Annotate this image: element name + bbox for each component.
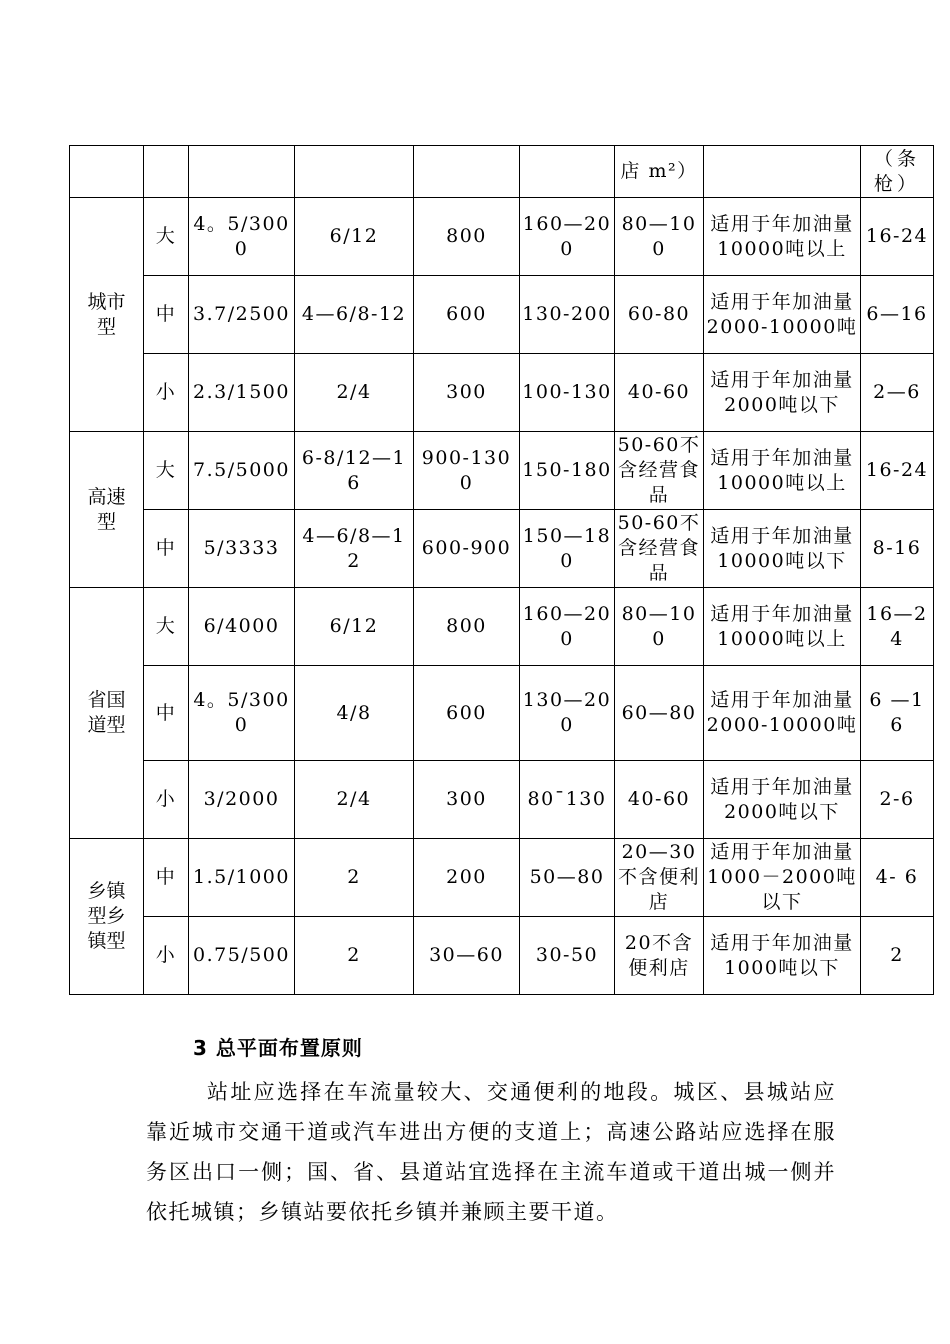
table-cell: 适用于年加油量10000吨以上 bbox=[704, 588, 861, 666]
table-row bbox=[70, 198, 934, 276]
table-row bbox=[70, 432, 934, 510]
table-cell: 600 bbox=[414, 666, 520, 761]
station-size-table bbox=[69, 145, 934, 995]
table-cell: 中 bbox=[144, 666, 189, 761]
table-cell: 6/4000 bbox=[189, 588, 295, 666]
table-cell: 20不含便利店 bbox=[615, 917, 704, 995]
section-heading: 3 总平面布置原则 bbox=[193, 1036, 363, 1060]
table-cell: 2 bbox=[295, 917, 414, 995]
table-cell: 30-50 bbox=[520, 917, 615, 995]
group-label-cell: 高速型 bbox=[70, 432, 144, 588]
table-cell: 4- 6 bbox=[861, 839, 934, 917]
table-cell: 80—100 bbox=[615, 198, 704, 276]
table-cell: 200 bbox=[414, 839, 520, 917]
table-cell: 4—6/8—12 bbox=[295, 510, 414, 588]
table-cell: 适用于年加油量2000-10000吨 bbox=[704, 666, 861, 761]
table-row bbox=[70, 588, 934, 666]
table-cell: 8-16 bbox=[861, 510, 934, 588]
table-cell: 适用于年加油量2000-10000吨 bbox=[704, 276, 861, 354]
table-cell: 小 bbox=[144, 917, 189, 995]
table-cell: 适用于年加油量10000吨以下 bbox=[704, 510, 861, 588]
table-cell: 适用于年加油量2000吨以下 bbox=[704, 354, 861, 432]
table-cell: 50—80 bbox=[520, 839, 615, 917]
table-cell: 0.75/500 bbox=[189, 917, 295, 995]
table-cell: 2/4 bbox=[295, 761, 414, 839]
header-cell bbox=[414, 146, 520, 198]
table-cell: 适用于年加油量2000吨以下 bbox=[704, 761, 861, 839]
table-cell: 130-200 bbox=[520, 276, 615, 354]
table-cell: 5/3333 bbox=[189, 510, 295, 588]
table-cell: 40-60 bbox=[615, 761, 704, 839]
table-cell: 60—80 bbox=[615, 666, 704, 761]
table-cell: 2—6 bbox=[861, 354, 934, 432]
table-cell: 4。5/3000 bbox=[189, 198, 295, 276]
table-cell: 300 bbox=[414, 354, 520, 432]
table-cell: 2.3/1500 bbox=[189, 354, 295, 432]
table-cell: 小 bbox=[144, 761, 189, 839]
table-cell: 适用于年加油量10000吨以上 bbox=[704, 432, 861, 510]
table-cell: 300 bbox=[414, 761, 520, 839]
table-cell: 2 bbox=[861, 917, 934, 995]
table-cell: 50-60不含经营食品 bbox=[615, 432, 704, 510]
table-cell: 160—200 bbox=[520, 198, 615, 276]
table-row bbox=[70, 510, 934, 588]
header-cell bbox=[144, 146, 189, 198]
table-cell: 80¯130 bbox=[520, 761, 615, 839]
table-cell: 800 bbox=[414, 198, 520, 276]
table-row bbox=[70, 761, 934, 839]
table-cell: 2 bbox=[295, 839, 414, 917]
table-cell: 800 bbox=[414, 588, 520, 666]
table-cell: 60-80 bbox=[615, 276, 704, 354]
table-cell: 50-60不含经营食品 bbox=[615, 510, 704, 588]
table-cell: 4。5/3000 bbox=[189, 666, 295, 761]
table-cell: 大 bbox=[144, 588, 189, 666]
header-cell bbox=[704, 146, 861, 198]
table-cell: 6 —16 bbox=[861, 666, 934, 761]
table-cell: 16-24 bbox=[861, 432, 934, 510]
table-cell: 20—30不含便利店 bbox=[615, 839, 704, 917]
header-cell bbox=[70, 146, 144, 198]
table-cell: 30—60 bbox=[414, 917, 520, 995]
table-cell: 600 bbox=[414, 276, 520, 354]
table-cell: 中 bbox=[144, 839, 189, 917]
table-cell: 6/12 bbox=[295, 198, 414, 276]
table-cell: 900-1300 bbox=[414, 432, 520, 510]
table-cell: 大 bbox=[144, 198, 189, 276]
table-cell: 16-24 bbox=[861, 198, 934, 276]
table-cell: 7.5/5000 bbox=[189, 432, 295, 510]
table-row bbox=[70, 917, 934, 995]
table-cell: 6/12 bbox=[295, 588, 414, 666]
group-label-cell: 乡镇型乡镇型 bbox=[70, 839, 144, 995]
table-cell: 6-8/12—16 bbox=[295, 432, 414, 510]
table-cell: 3.7/2500 bbox=[189, 276, 295, 354]
table-cell: 1.5/1000 bbox=[189, 839, 295, 917]
header-cell bbox=[520, 146, 615, 198]
header-cell: （条枪） bbox=[861, 146, 934, 198]
group-label-cell: 省国道型 bbox=[70, 588, 144, 839]
table-cell: 160—200 bbox=[520, 588, 615, 666]
table-cell: 150—180 bbox=[520, 510, 615, 588]
section-paragraph: 站址应选择在车流量较大、交通便利的地段。城区、县城站应靠近城市交通干道或汽车进出方便的支道上；高速公路站应选择在服务区出口一侧；国、省、县道站宜选择在主流车道或干道出城一侧并依托城镇；乡镇站要依托乡镇并兼顾主要干道。 bbox=[146, 1080, 836, 1224]
table-cell: 100-130 bbox=[520, 354, 615, 432]
table-cell: 150-180 bbox=[520, 432, 615, 510]
table-cell: 中 bbox=[144, 276, 189, 354]
table-cell: 适用于年加油量10000吨以上 bbox=[704, 198, 861, 276]
table-cell: 小 bbox=[144, 354, 189, 432]
table-cell: 130—200 bbox=[520, 666, 615, 761]
table-cell: 6—16 bbox=[861, 276, 934, 354]
table-row bbox=[70, 666, 934, 761]
header-cell bbox=[189, 146, 295, 198]
table-cell: 中 bbox=[144, 510, 189, 588]
table-cell: 600-900 bbox=[414, 510, 520, 588]
table-row bbox=[70, 839, 934, 917]
table-cell: 16—24 bbox=[861, 588, 934, 666]
table-cell: 大 bbox=[144, 432, 189, 510]
table-header-row bbox=[70, 146, 934, 198]
table-cell: 4—6/8-12 bbox=[295, 276, 414, 354]
table-cell: 40-60 bbox=[615, 354, 704, 432]
table-cell: 适用于年加油量1000－2000吨以下 bbox=[704, 839, 861, 917]
header-cell bbox=[295, 146, 414, 198]
group-label-cell: 城市型 bbox=[70, 198, 144, 432]
table-cell: 2-6 bbox=[861, 761, 934, 839]
header-cell: 店 m²） bbox=[615, 146, 704, 198]
table-cell: 4/8 bbox=[295, 666, 414, 761]
table-row bbox=[70, 276, 934, 354]
table-cell: 3/2000 bbox=[189, 761, 295, 839]
table-cell: 2/4 bbox=[295, 354, 414, 432]
table-row bbox=[70, 354, 934, 432]
table-cell: 80—100 bbox=[615, 588, 704, 666]
table-cell: 适用于年加油量1000吨以下 bbox=[704, 917, 861, 995]
